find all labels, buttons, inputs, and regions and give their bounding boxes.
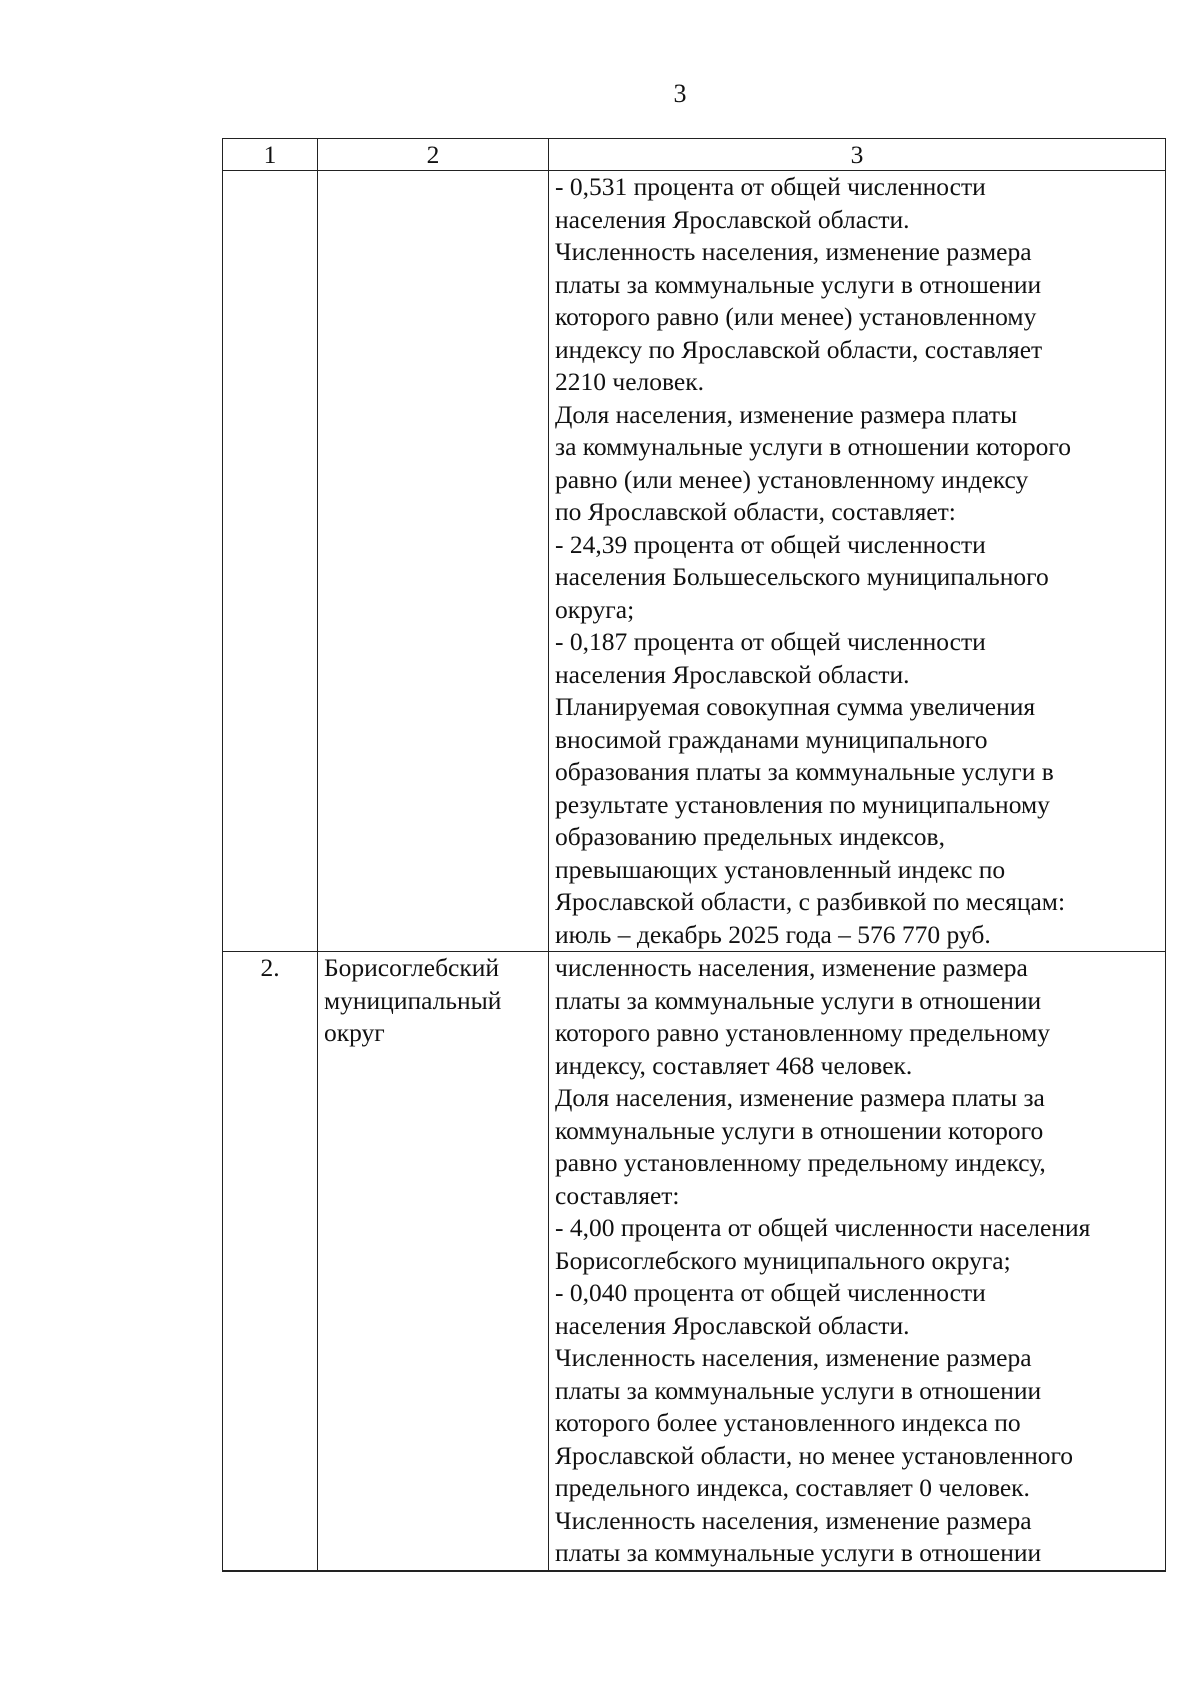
text-line: превышающих установленный индекс по <box>555 854 1006 884</box>
text-line: населения Ярославской области. <box>555 204 910 234</box>
text-line: которого равно (или менее) установленному <box>555 302 1037 331</box>
row-name-cell <box>318 171 549 952</box>
text-line: Доля населения, изменение размера платы <box>555 399 1018 429</box>
text-line: которого более установленного индекса по <box>555 1408 1021 1437</box>
text-line: платы за коммунальные услуги в отношении <box>555 1538 1042 1567</box>
text-line: Численность населения, изменение размера <box>555 1343 1032 1372</box>
text-line: Доля населения, изменение размера платы за <box>555 1083 1045 1112</box>
text-line: образованию предельных индексов, <box>555 822 945 851</box>
municipality-name-line: муниципальный <box>324 985 502 1015</box>
text-line: вносимой гражданами муниципального <box>555 724 988 754</box>
column-header-1: 1 <box>223 139 318 171</box>
column-header-2: 2 <box>318 139 549 171</box>
text-line: предельного индекса, составляет 0 человек. <box>555 1473 1030 1502</box>
text-line: Ярославской области, с разбивкой по месяцам: <box>555 887 1066 916</box>
text-line: - 4,00 процента от общей численности населения <box>555 1213 1091 1242</box>
text-line: которого равно установленному предельному <box>555 1018 1051 1047</box>
text-line: платы за коммунальные услуги в отношении <box>555 1375 1042 1405</box>
municipality-name-line: округ <box>324 1018 385 1047</box>
text-line: равно установленному предельному индексу, <box>555 1148 1046 1177</box>
text-line: округа; <box>555 594 635 624</box>
data-table <box>222 138 1166 1572</box>
row-number-cell: 2. <box>223 952 318 1571</box>
text-line: - 0,531 процента от общей численности <box>555 172 986 201</box>
text-line: платы за коммунальные услуги в отношении <box>555 269 1042 299</box>
text-line: составляет: <box>555 1180 680 1210</box>
table-row <box>223 952 1166 1571</box>
text-line: 2210 человек. <box>555 367 704 396</box>
row-number-cell <box>223 171 318 952</box>
text-line: Ярославской области, но менее установленного <box>555 1440 1074 1470</box>
text-line: коммунальные услуги в отношении которого <box>555 1115 1044 1145</box>
text-line: июль – декабрь 2025 года – 576 770 руб. <box>555 919 991 949</box>
municipality-name-line: Борисоглебский <box>324 953 500 982</box>
text-line: за коммунальные услуги в отношении которого <box>555 432 1071 461</box>
text-line: населения Ярославской области. <box>555 1310 910 1340</box>
text-line: индексу, составляет 468 человек. <box>555 1050 913 1080</box>
text-line: населения Большесельского муниципального <box>555 562 1049 591</box>
text-line: Численность населения, изменение размера <box>555 1505 1032 1535</box>
text-line: Планируемая совокупная сумма увеличения <box>555 692 1036 721</box>
column-header-3: 3 <box>549 139 1166 171</box>
text-line: Численность населения, изменение размера <box>555 237 1032 266</box>
row-text-cell <box>549 952 1166 1571</box>
text-line: населения Ярославской области. <box>555 659 910 689</box>
text-line: - 0,187 процента от общей численности <box>555 627 986 656</box>
text-line: результате установления по муниципальному <box>555 789 1050 819</box>
text-line: образования платы за коммунальные услуги в <box>555 757 1054 786</box>
row-text-cell <box>549 171 1166 952</box>
page-number-text: 3 <box>673 79 687 108</box>
text-line: по Ярославской области, составляет: <box>555 497 956 526</box>
table-header-row <box>223 139 1166 171</box>
text-line: численность населения, изменение размера <box>555 953 1028 982</box>
text-line: - 24,39 процента от общей численности <box>555 529 986 559</box>
text-line: индексу по Ярославской области, составляет <box>555 334 1043 364</box>
page-number <box>0 78 1200 110</box>
text-line: - 0,040 процента от общей численности <box>555 1278 986 1307</box>
table-row <box>223 171 1166 952</box>
row-name-cell <box>318 952 549 1571</box>
text-line: Борисоглебского муниципального округа; <box>555 1245 1011 1275</box>
text-line: платы за коммунальные услуги в отношении <box>555 985 1042 1015</box>
text-line: равно (или менее) установленному индексу <box>555 464 1029 494</box>
